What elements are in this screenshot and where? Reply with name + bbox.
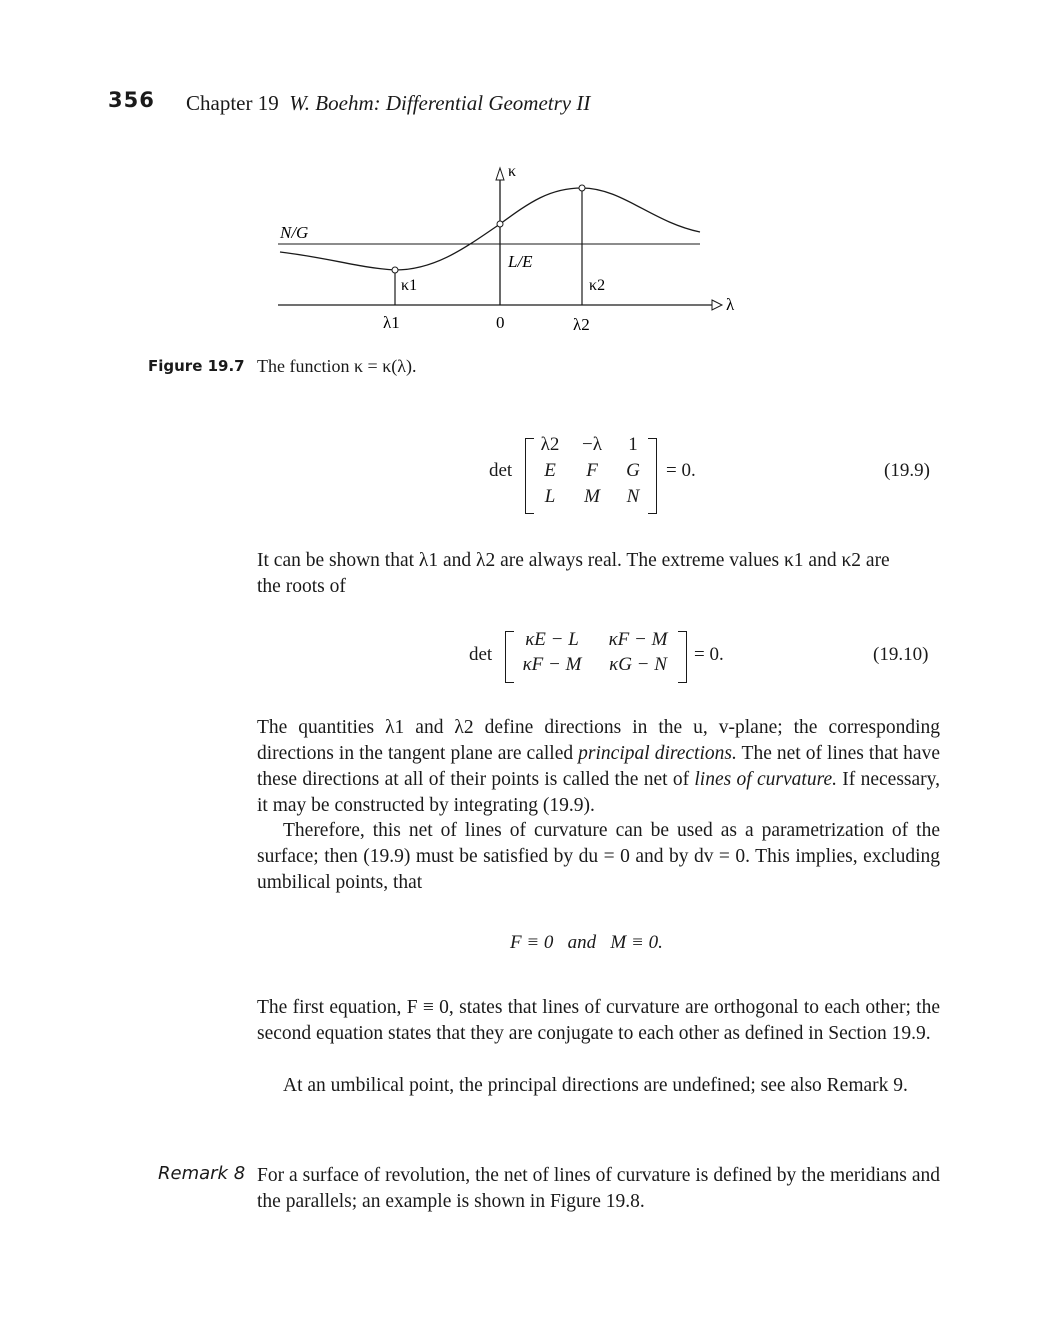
remark-label: Remark 8 (158, 1163, 246, 1184)
lambda-axis-label: λ (726, 295, 735, 314)
kappa2-label: κ2 (589, 277, 606, 294)
lambda-axis-arrow (712, 300, 722, 310)
eq-19-9-number: (19.9) (884, 460, 930, 481)
kappa-axis-label: κ (508, 163, 517, 180)
eq-19-10-cell: κG − N (609, 654, 667, 675)
le-point (497, 221, 503, 227)
paragraph-real-roots (257, 548, 940, 600)
paragraph-text: If necessary, it may be constructed by integrating (19.9). (257, 769, 940, 816)
eq-19-10-det: det (469, 644, 493, 665)
lambda2-label: λ2 (573, 315, 590, 334)
kappa2-point (579, 185, 585, 191)
eq-19-10-equals: = 0. (694, 644, 724, 665)
chapter-label: Chapter 19 (186, 91, 279, 115)
paragraph-umbilical (257, 1073, 940, 1099)
eq-19-9-det: det (489, 460, 513, 481)
paragraph-text: The quantities λ1 and λ2 define directions in the u, v-plane; the corresponding directions in the tangent plane are called (257, 717, 940, 764)
kappa-axis-arrow (496, 168, 504, 180)
eq-19-9-cell: E (544, 460, 556, 481)
paragraph-text: Therefore, this net of lines of curvature can be used as a parametrization of the surface; then (19.9) must be satisfied by du = 0 and by dv = 0. This implies, excluding umbilical points, that (257, 820, 940, 893)
emphasis-lines-of-curvature: lines of curvature. (694, 769, 837, 790)
eq-19-10-cell: κF − M (522, 654, 582, 675)
eq-19-9-cell: λ2 (540, 434, 560, 455)
eq-19-9-cell: 1 (628, 434, 638, 455)
eq-19-10-cell: κF − M (608, 629, 668, 650)
eq-19-9-cell: G (626, 460, 640, 481)
eq-19-9-cell: L (544, 486, 556, 507)
kappa1-point (392, 267, 398, 273)
eq-19-10-cell: κE − L (525, 629, 579, 650)
figure-caption: The function κ = κ(λ). (257, 356, 417, 376)
equation-f-m: F ≡ 0 and M ≡ 0. (510, 932, 663, 953)
paragraph-text: The net of lines that have these directions at all of their points is called the net of (257, 743, 940, 790)
paragraph-line: the roots of (257, 576, 346, 597)
le-label: L/E (508, 252, 533, 271)
eq-19-9-cell: N (626, 486, 640, 507)
kappa-curve (280, 188, 700, 270)
page-number: 356 (108, 88, 155, 112)
kappa1-label: κ1 (401, 277, 418, 294)
eq-19-10-right-bracket (678, 631, 687, 683)
paragraph-line: It can be shown that λ1 and λ2 are always real. The extreme values κ1 and κ2 are (257, 550, 890, 571)
eq-19-9-cell: M (584, 486, 600, 507)
eq-19-9-right-bracket (648, 438, 657, 514)
paragraph-orthogonal (257, 995, 940, 1047)
eq-19-9-equals: = 0. (666, 460, 696, 481)
zero-label: 0 (496, 313, 505, 332)
ng-label: N/G (280, 223, 309, 242)
figure-label: Figure 19.7 (148, 357, 245, 375)
paragraph-text: The first equation, F ≡ 0, states that lines of curvature are orthogonal to each other; the second equation states that they are conjugate to each other as defined in Section 19.9. (257, 997, 940, 1044)
paragraph-text: At an umbilical point, the principal directions are undefined; see also Remark 9. (283, 1075, 908, 1096)
eq-19-9-cell: −λ (582, 434, 602, 455)
remark-text: For a surface of revolution, the net of lines of curvature is defined by the meridians and the parallels; an example is shown in Figure 19.8. (257, 1165, 940, 1212)
kappa-lambda-figure (250, 150, 750, 350)
lambda1-label: λ1 (383, 313, 400, 332)
eq-19-10-number: (19.10) (873, 644, 929, 665)
paragraph-principal-directions (257, 715, 940, 819)
emphasis-principal-directions: principal directions. (578, 743, 737, 764)
running-header (186, 91, 590, 116)
author-title: W. Boehm: Differential Geometry II (289, 91, 591, 115)
eq-19-9-cell: F (586, 460, 598, 481)
paragraph-parametrization (257, 818, 940, 896)
